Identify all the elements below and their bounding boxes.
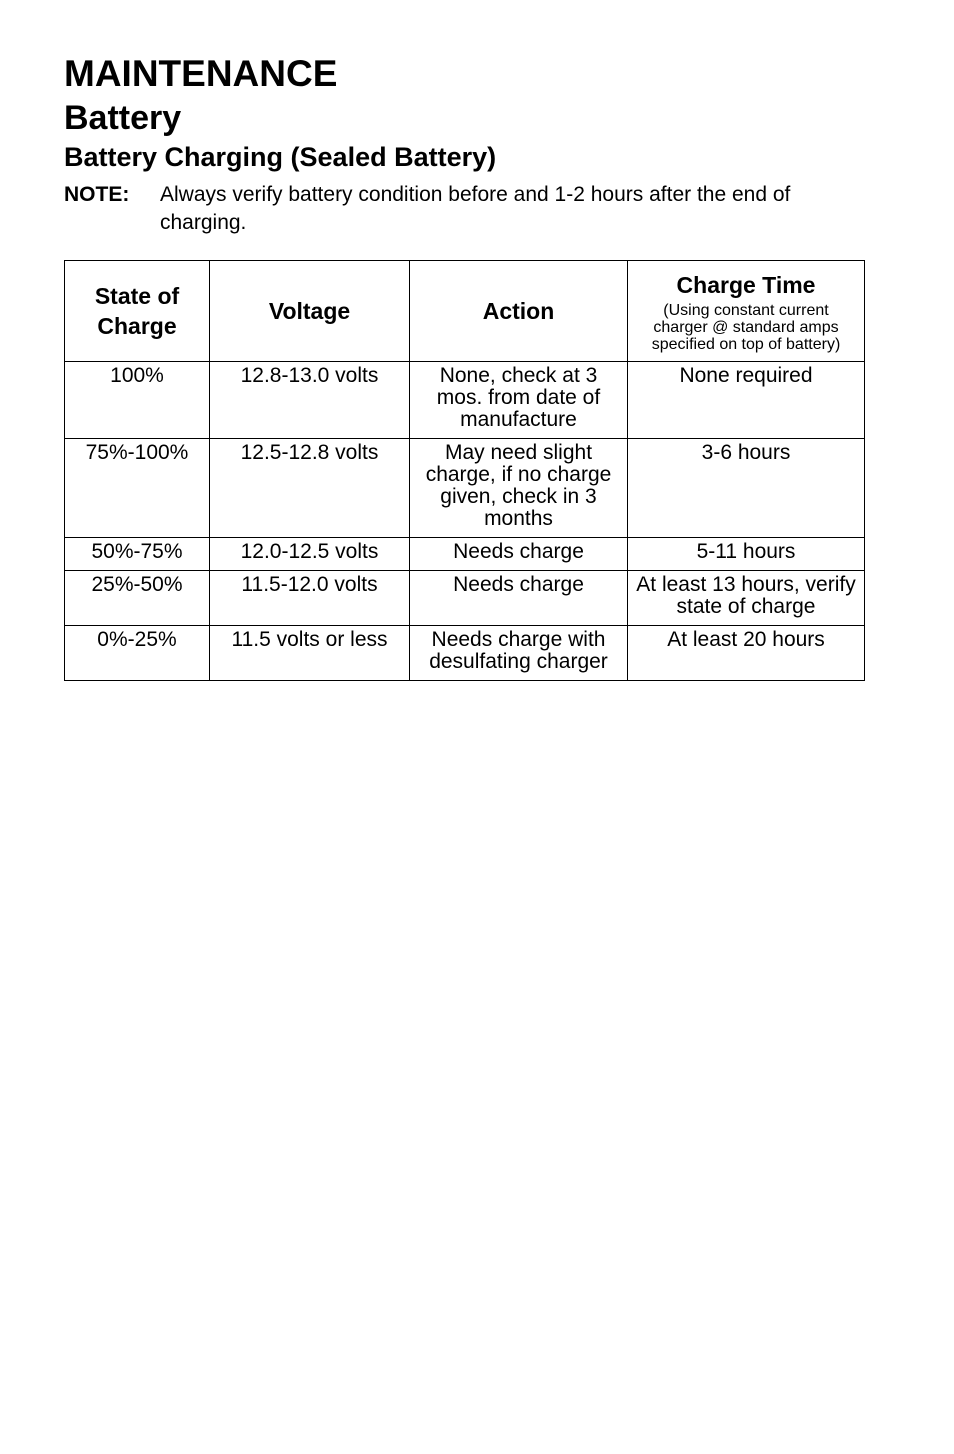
- cell-action: None, check at 3 mos. from date of manufacture: [410, 362, 628, 439]
- cell-action: Needs charge with desulfating charger: [410, 626, 628, 681]
- table-header-row: [65, 261, 865, 362]
- cell-charge-time: None required: [628, 362, 865, 439]
- cell-state: 0%-25%: [65, 626, 210, 681]
- note-block: [64, 181, 864, 237]
- cell-charge-time: At least 13 hours, verify state of charge: [628, 571, 865, 626]
- cell-voltage: 11.5-12.0 volts: [210, 571, 410, 626]
- cell-action: Needs charge: [410, 571, 628, 626]
- cell-voltage: 12.8-13.0 volts: [210, 362, 410, 439]
- cell-state: 75%-100%: [65, 439, 210, 538]
- cell-charge-time: At least 20 hours: [628, 626, 865, 681]
- cell-voltage: 12.0-12.5 volts: [210, 538, 410, 571]
- table-row: [65, 626, 865, 681]
- note-text: Always verify battery condition before and 1-2 hours after the end of charging.: [160, 183, 791, 234]
- cell-state: 25%-50%: [65, 571, 210, 626]
- cell-state: 100%: [65, 362, 210, 439]
- header-charge-time-title: Charge Time: [676, 271, 816, 298]
- cell-charge-time: 3-6 hours: [628, 439, 865, 538]
- table-row: [65, 571, 865, 626]
- topic-title: Battery: [64, 99, 182, 137]
- cell-action: May need slight charge, if no charge given, check in 3 months: [410, 439, 628, 538]
- subsection-title: Battery Charging (Sealed Battery): [64, 142, 497, 172]
- cell-action: Needs charge: [410, 538, 628, 571]
- note-label: NOTE:: [64, 183, 130, 206]
- header-action: Action: [410, 261, 628, 362]
- table-row: [65, 538, 865, 571]
- charging-table: [64, 260, 865, 681]
- cell-voltage: 11.5 volts or less: [210, 626, 410, 681]
- table-row: [65, 362, 865, 439]
- section-title: MAINTENANCE: [64, 53, 338, 94]
- header-state-of-charge: State of Charge: [65, 261, 210, 362]
- header-voltage: Voltage: [210, 261, 410, 362]
- table-row: [65, 439, 865, 538]
- header-charge-time: [628, 261, 865, 362]
- cell-charge-time: 5-11 hours: [628, 538, 865, 571]
- cell-state: 50%-75%: [65, 538, 210, 571]
- cell-voltage: 12.5-12.8 volts: [210, 439, 410, 538]
- header-charge-time-note: (Using constant current charger @ standard amps specified on top of battery): [651, 301, 841, 353]
